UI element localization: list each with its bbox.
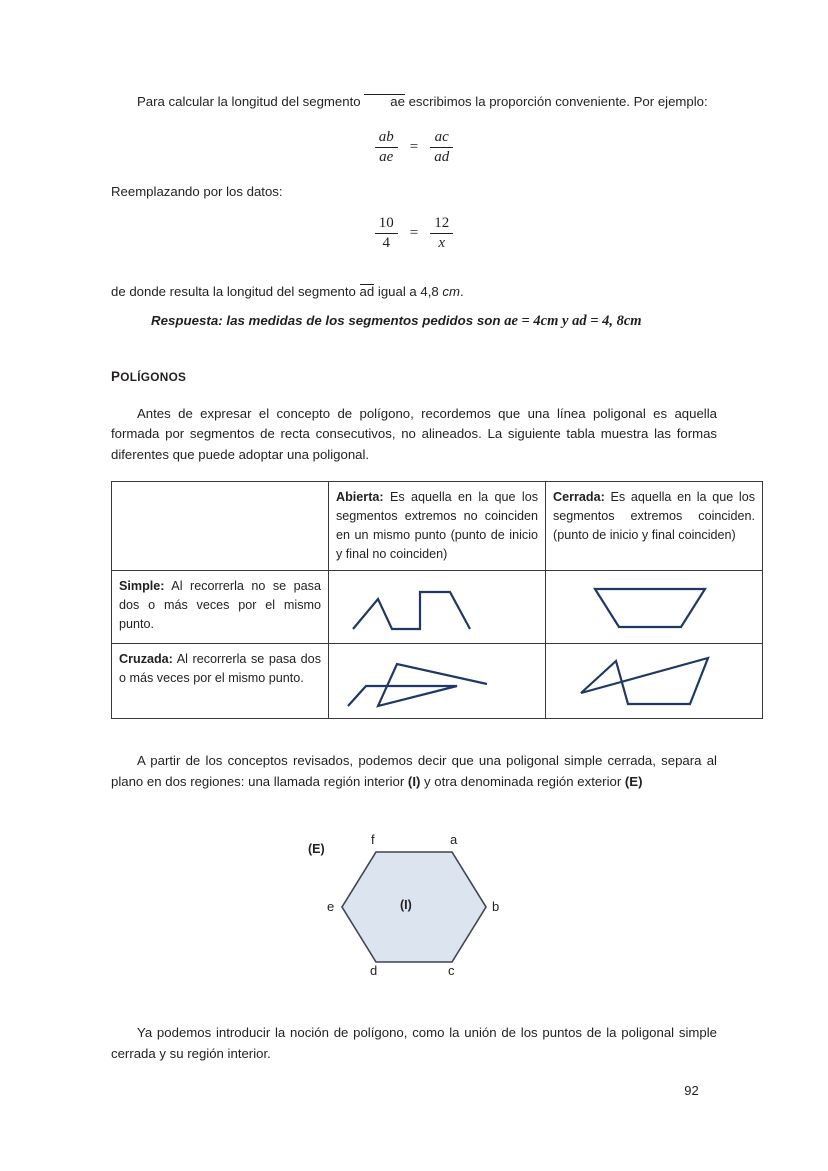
- polygons-intro-paragraph: Antes de expresar el concepto de polígono, recordemos que una línea poligonal es aquella formada por segmentos de recta consecutivos, no alineados. La siguiente tabla muestra las formas diferentes que puede adoptar una poligonal.: [111, 405, 717, 462]
- hexagon-vertex-c: c: [448, 963, 455, 978]
- intro-text-after: escribimos la proporción conveniente. Por ejemplo:: [404, 94, 708, 109]
- term-cerrada: Cerrada:: [553, 490, 605, 504]
- fraction-denominator: x: [430, 233, 453, 252]
- figure-cell-cruzada-abierta: [329, 644, 546, 719]
- answer-text: las medidas de los segmentos pedidos son: [222, 312, 505, 328]
- definition-cruzada: Al recorrerla se pasa dos o más veces por el mismo punto.: [119, 652, 321, 685]
- fraction-ac-ad: [430, 129, 453, 167]
- result-unit: cm: [442, 284, 460, 299]
- result-text-before: de donde resulta la longitud del segmento: [111, 284, 360, 299]
- figure-cell-simple-cerrada: [546, 571, 763, 644]
- closing-paragraph: Ya podemos introducir la noción de polígono, como la unión de los puntos de la poligonal simple cerrada y su región interior.: [111, 1025, 717, 1061]
- hexagon-vertex-b: b: [492, 899, 500, 914]
- crossed-open-polyline-figure: [340, 650, 535, 712]
- table-row: [112, 571, 763, 644]
- crossed-closed-polygon-figure: [557, 650, 752, 712]
- fraction-numerator: ab: [378, 128, 394, 145]
- table-blank-corner: [112, 482, 329, 571]
- equals-sign: =: [409, 224, 419, 241]
- result-text-after: igual a 4,8: [374, 284, 443, 299]
- intro-paragraph: [111, 92, 717, 113]
- equals-sign: =: [409, 138, 419, 155]
- term-cruzada: Cruzada:: [119, 652, 173, 666]
- formula-proportion-numbers: [111, 215, 717, 253]
- figure-cell-simple-abierta: [329, 571, 546, 644]
- page-number-value: 92: [684, 1083, 699, 1098]
- table-row: [112, 644, 763, 719]
- fraction-12-x: [430, 215, 453, 253]
- simple-open-polyline-figure: [340, 577, 535, 637]
- hexagon-interior-label: (I): [400, 898, 412, 912]
- table-rowhead-cruzada: [112, 644, 329, 719]
- formula-proportion-letters: [111, 129, 717, 167]
- section-heading-rest: OLÍGONOS: [120, 369, 187, 384]
- table-header-abierta: [329, 482, 546, 571]
- fraction-numerator: ac: [434, 128, 449, 145]
- hexagon-shape: [314, 830, 514, 985]
- section-heading-initial: P: [111, 368, 121, 384]
- hexagon-diagram-wrapper: [111, 830, 717, 985]
- definition-cerrada: Es aquella en la que los segmentos extremos coinciden. (punto de inicio y final coinciden): [553, 490, 755, 542]
- result-paragraph: [111, 282, 717, 303]
- exterior-tag: (E): [624, 773, 643, 789]
- segment-ad-overline: ad: [359, 284, 375, 299]
- definition-abierta: Es aquella en la que los segmentos extremos no coinciden en un mismo punto (punto de inicio y final no coinciden): [336, 490, 538, 561]
- hexagon-vertex-e: e: [327, 899, 335, 914]
- page-number: [0, 1083, 828, 1098]
- answer-math: ae = 4cm y ad = 4, 8cm: [504, 312, 642, 329]
- regions-text-part1: A partir de los conceptos revisados, podemos decir que una poligonal simple cerrada, separa al plano en dos regiones: una llamada región interior: [111, 753, 717, 789]
- fraction-denominator: ae: [375, 147, 398, 166]
- fraction-numerator: 10: [378, 214, 394, 231]
- segment-ae-overline: ae: [364, 94, 405, 109]
- regions-text-part2: y otra denominada región exterior: [420, 773, 625, 789]
- page-content: [111, 92, 755, 1064]
- section-heading-poligonos: [111, 369, 717, 384]
- polygonal-types-table: [111, 481, 763, 719]
- regions-paragraph: [111, 751, 717, 792]
- hexagon-diagram: [308, 830, 514, 985]
- fraction-numerator: 12: [434, 214, 450, 231]
- table-rowhead-simple: [112, 571, 329, 644]
- simple-closed-trapezoid-figure: [557, 577, 752, 637]
- table-header-cerrada: [546, 482, 763, 571]
- hexagon-vertex-d: d: [370, 963, 378, 978]
- intro-text-before: Para calcular la longitud del segmento: [137, 94, 365, 109]
- result-period: .: [460, 284, 464, 299]
- answer-label: Respuesta:: [151, 312, 223, 328]
- answer-line: [111, 311, 717, 331]
- table-header-row: [112, 482, 763, 571]
- term-simple: Simple:: [119, 579, 165, 593]
- interior-tag: (I): [407, 773, 421, 789]
- fraction-denominator: ad: [430, 147, 453, 166]
- hexagon-exterior-label: (E): [308, 842, 325, 856]
- figure-cell-cruzada-cerrada: [546, 644, 763, 719]
- fraction-ab-ae: [375, 129, 398, 167]
- fraction-10-4: [375, 215, 398, 253]
- replace-label: Reemplazando por los datos:: [111, 184, 283, 199]
- definition-simple: Al recorrerla no se pasa dos o más veces por el mismo punto.: [119, 579, 321, 631]
- term-abierta: Abierta:: [336, 490, 384, 504]
- fraction-denominator: 4: [375, 233, 398, 252]
- hexagon-vertex-a: a: [450, 832, 458, 847]
- hexagon-vertex-f: f: [371, 832, 375, 847]
